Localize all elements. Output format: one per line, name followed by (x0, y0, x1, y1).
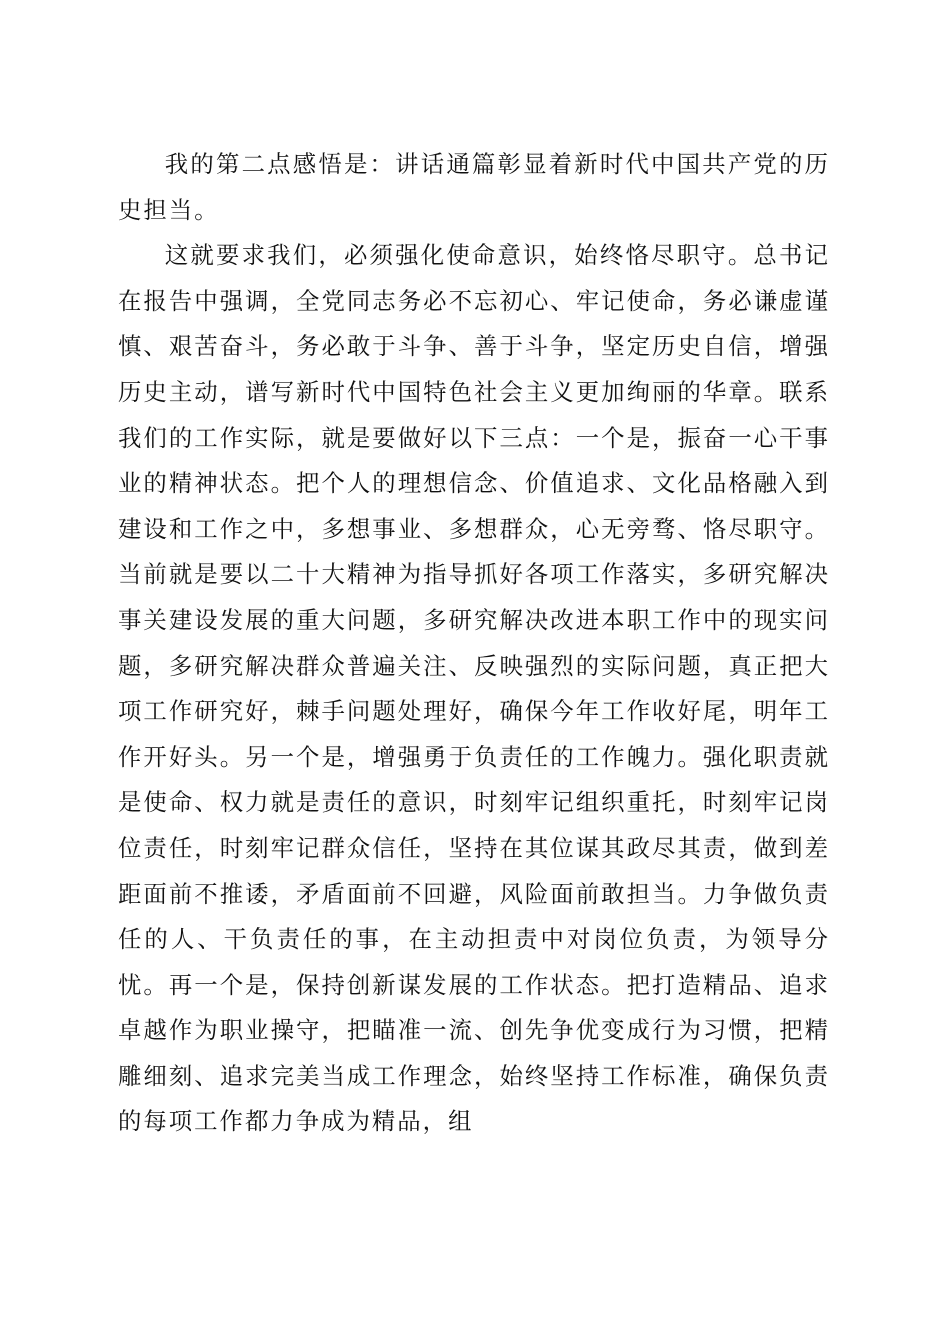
paragraph-1: 我的第二点感悟是：讲话通篇彰显着新时代中国共产党的历史担当。 (118, 150, 830, 224)
body-text (118, 142, 830, 1145)
paragraph-2: 这就要求我们，必须强化使命意识，始终恪尽职守。总书记在报告中强调，全党同志务必不忘初心、牢记使命，务必谦虚谨慎、艰苦奋斗，务必敢于斗争、善于斗争，坚定历史自信，增强历史主动，谱写新时代中国特色社会主义更加绚丽的华章。联系我们的工作实际，就是要做好以下三点：一个是，振奋一心干事业的精神状态。把个人的理想信念、价值追求、文化品格融入到建设和工作之中，多想事业、多想群众，心无旁骛、恪尽职守。当前就是要以二十大精神为指导抓好各项工作落实，多研究解决事关建设发展的重大问题，多研究解决改进本职工作中的现实问题，多研究解决群众普遍关注、反映强烈的实际问题，真正把大项工作研究好，棘手问题处理好，确保今年工作收好尾，明年工作开好头。另一个是，增强勇于负责任的工作魄力。强化职责就是使命、权力就是责任的意识，时刻牢记组织重托，时刻牢记岗位责任，时刻牢记群众信任，坚持在其位谋其政尽其责，做到差距面前不推诿，矛盾面前不回避，风险面前敢担当。力争做负责任的人、干负责任的事，在主动担责中对岗位负责，为领导分忧。再一个是，保持创新谋发展的工作状态。把打造精品、追求卓越作为职业操守，把瞄准一流、创先争优变成行为习惯，把精雕细刻、追求完美当成工作理念，始终坚持工作标准，确保负责的每项工作都力争成为精品，组 (118, 241, 830, 1136)
